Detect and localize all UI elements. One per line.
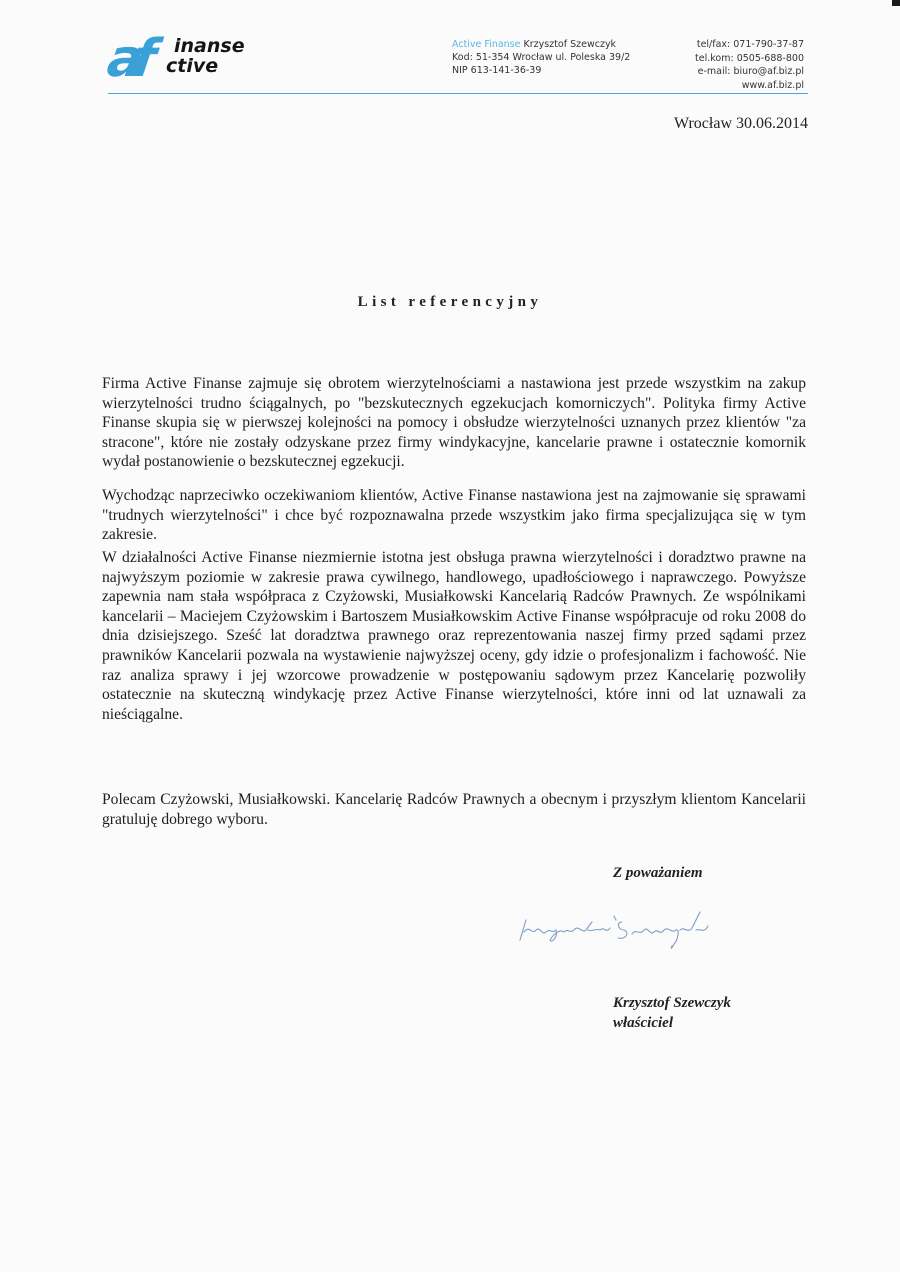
logo-text-line2: ctive — [166, 55, 219, 77]
letter-title: List referencyjny — [357, 294, 543, 310]
company-info — [452, 38, 630, 77]
company-brand: Active Finanse — [452, 39, 521, 50]
logo-text-line1: inanse — [174, 35, 245, 57]
signer-block — [613, 993, 731, 1033]
contact-telfax: tel/fax: 071-790-37-87 — [696, 39, 804, 50]
paragraph-2: Wychodząc naprzeciwko oczekiwaniom klientów, Active Finanse nastawiona jest na zajmowanie się sprawami "trudnych wierzytelności" i chce być rozpoznawalna przede wszystkim jako firma specjalizująca się w tym zakresie. — [102, 487, 806, 544]
company-owner: Krzysztof Szewczyk — [523, 39, 617, 50]
logo-mark: af — [103, 29, 150, 89]
company-nip: NIP 613-141-36-39 — [452, 65, 542, 76]
paragraph-1: Firma Active Finanse zajmuje się obrotem wierzytelnościami a nastawiona jest przede wszystkim na zakup wierzytelności trudno ściągalnych, po "bezskutecznych egzekucjach komorniczych". Polityka firmy Active Finanse skupia się w pierwszej kolejności na pomocy i obsłudze wierzytelności uznanych przez klientów "za stracone", które nie zostały odzyskane przez firmy windykacyjne, kancelarie prawne i ostatecznie komornik wydał postanowienie o bezskutecznej egzekucji. — [102, 375, 806, 471]
paragraph-3: W działalności Active Finanse niezmiernie istotna jest obsługa prawna wierzytelności i doradztwo prawne na najwyższym poziomie w zakresie prawa cywilnego, handlowego, upadłościowego i naprawczego. Powyższe zapewnia nam stała współpraca z Czyżowski, Musiałkowski Kancelarią Radców Prawnych. Ze wspólnikami kancelarii – Maciejem Czyżowskim i Bartoszem Musiałkowskim Active Finanse współpracuje od roku 2008 do dnia dzisiejszego. Sześć lat doradztwa prawnego oraz reprezentowania naszej firmy przed sądami przez prawników Kancelarii pozwala na wystawienie najwyższej oceny, gdy idzie o profesjonalizm i fachowość. Nie raz analiza sprawy i jej wzorcowe prowadzenie w postępowaniu sądowym przez Kancelarię pozwoliły ostatecznie na skuteczną windykację przez Active Finanse wierzytelności, które inni od lat uznawali za nieściągalne. — [102, 549, 806, 723]
company-address: Kod: 51-354 Wrocław ul. Poleska 39/2 — [452, 52, 631, 63]
signer-name: Krzysztof Szewczyk — [613, 995, 731, 1011]
contact-email: e-mail: biuro@af.biz.pl — [697, 66, 804, 77]
header-divider — [108, 93, 808, 94]
scan-corner-mark — [892, 0, 900, 6]
closing-salutation: Z poważaniem — [613, 865, 703, 881]
contact-info — [695, 38, 804, 92]
company-name-line — [452, 38, 630, 51]
paragraph-4: Polecam Czyżowski, Musiałkowski. Kancelarię Radców Prawnych a obecnym i przyszłym klientom Kancelarii gratuluję dobrego wyboru. — [102, 791, 806, 828]
signer-role: właściciel — [613, 1015, 673, 1031]
handwritten-signature — [512, 900, 782, 960]
contact-website: www.af.biz.pl — [741, 79, 804, 91]
contact-mobile: tel.kom: 0505-688-800 — [695, 52, 804, 64]
company-logo — [103, 29, 278, 91]
letter-date: Wrocław 30.06.2014 — [674, 115, 808, 132]
